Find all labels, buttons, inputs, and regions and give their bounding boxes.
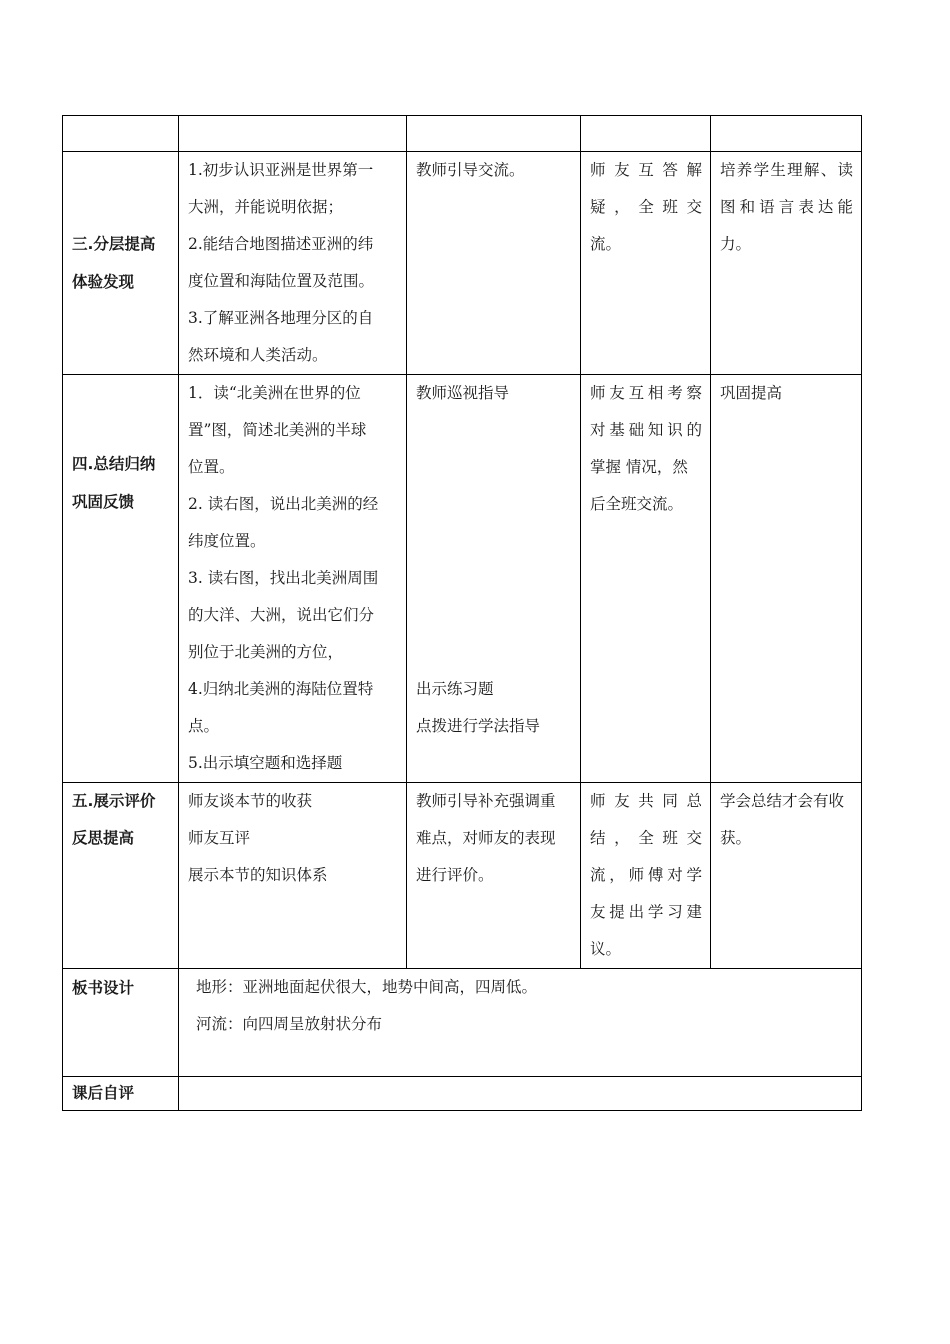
stage-cell <box>63 375 179 783</box>
student-line: 对基础知识的 <box>590 421 702 439</box>
student-line: 后全班交流。 <box>590 495 684 513</box>
header-cell <box>63 116 179 152</box>
content-line: 师友谈本节的收获 <box>188 792 313 810</box>
content-line: 度位置和海陆位置及范围。 <box>188 272 375 290</box>
content-line: 师友互评 <box>188 829 251 847</box>
intent-cell <box>711 783 862 969</box>
content-line: 3. 读右图，找出北美洲周围 <box>188 569 379 587</box>
content-line: 1.初步认识亚洲是世界第一 <box>188 161 374 179</box>
reflection-label: 课后自评 <box>72 1084 135 1102</box>
teacher-line: 教师引导补充强调重 <box>416 792 556 810</box>
board-label-cell <box>63 969 179 1077</box>
reflection-label-cell <box>63 1077 179 1111</box>
teacher-cell <box>407 375 581 783</box>
board-label: 板书设计 <box>72 979 135 997</box>
content-line: 大洲，并能说明依据； <box>188 198 344 216</box>
student-line: 结，全班交 <box>590 829 702 847</box>
student-line: 疑，全班交 <box>590 198 702 216</box>
intent-line: 图和语言表达能 <box>720 198 853 216</box>
content-line: 的大洋、大洲，说出它们分 <box>188 606 375 624</box>
content-line: 纬度位置。 <box>188 532 266 550</box>
teacher-line: 难点，对师友的表现 <box>416 829 556 847</box>
lesson-plan-table <box>62 115 862 1111</box>
student-line: 师友共同总 <box>590 792 702 810</box>
header-cell <box>179 116 407 152</box>
content-line: 置”图，简述北美洲的半球 <box>188 421 367 439</box>
teacher-line: 进行评价。 <box>416 866 494 884</box>
stage-line: 反思提高 <box>72 829 135 847</box>
intent-cell <box>711 152 862 375</box>
stage-cell <box>63 783 179 969</box>
reflection-row <box>63 1077 862 1111</box>
student-line: 友提出学习建 <box>590 903 702 921</box>
intent-line: 巩固提高 <box>720 384 783 402</box>
header-cell <box>407 116 581 152</box>
reflection-value-cell <box>179 1077 862 1111</box>
student-line: 议。 <box>590 940 622 958</box>
teacher-cell <box>407 783 581 969</box>
content-line: 1．读“北美洲在世界的位 <box>188 384 361 402</box>
content-line: 位置。 <box>188 458 235 476</box>
content-line: 5.出示填空题和选择题 <box>188 754 343 772</box>
stage-line: 体验发现 <box>72 273 135 291</box>
teacher-line: 点拨进行学法指导 <box>416 717 541 735</box>
content-line: 4.归纳北美洲的海陆位置特 <box>188 680 374 698</box>
intent-line: 力。 <box>720 235 752 253</box>
student-line: 掌握 情况，然 <box>590 458 688 476</box>
teacher-line: 教师巡视指导 <box>416 384 510 402</box>
stage-line: 五.展示评价 <box>72 792 156 810</box>
stage-line: 巩固反馈 <box>72 493 135 511</box>
intent-line: 获。 <box>720 829 752 847</box>
student-line: 流。 <box>590 235 622 253</box>
content-line: 2. 读右图，说出北美洲的经 <box>188 495 379 513</box>
student-line: 流，师傅对学 <box>590 866 702 884</box>
header-row <box>63 116 862 152</box>
intent-line: 学会总结才会有收 <box>720 792 845 810</box>
content-line: 别位于北美洲的方位， <box>188 643 344 661</box>
student-cell <box>581 783 711 969</box>
intent-cell <box>711 375 862 783</box>
stage-line: 三.分层提高 <box>72 235 156 253</box>
table-row <box>63 375 862 783</box>
teacher-line: 教师引导交流。 <box>416 161 525 179</box>
content-line: 3.了解亚洲各地理分区的自 <box>188 309 374 327</box>
content-line: 然环境和人类活动。 <box>188 346 328 364</box>
student-line: 师友互相考察 <box>590 384 702 402</box>
board-line: 地形：亚洲地面起伏很大，地势中间高，四周低。 <box>196 978 538 996</box>
content-line: 2.能结合地图描述亚洲的纬 <box>188 235 374 253</box>
stage-cell <box>63 152 179 375</box>
header-cell <box>711 116 862 152</box>
table-row <box>63 783 862 969</box>
student-cell <box>581 375 711 783</box>
table-row <box>63 152 862 375</box>
student-line: 师友互答解 <box>590 161 702 179</box>
board-content-cell <box>179 969 862 1077</box>
content-line: 点。 <box>188 717 220 735</box>
content-cell <box>179 783 407 969</box>
student-cell <box>581 152 711 375</box>
content-line: 展示本节的知识体系 <box>188 866 328 884</box>
intent-line: 培养学生理解、读 <box>720 161 853 179</box>
board-line: 河流：向四周呈放射状分布 <box>196 1015 383 1033</box>
content-cell <box>179 375 407 783</box>
content-cell <box>179 152 407 375</box>
teacher-cell <box>407 152 581 375</box>
teacher-line: 出示练习题 <box>416 680 494 698</box>
teacher-spacer <box>416 412 572 671</box>
board-row <box>63 969 862 1077</box>
stage-line: 四.总结归纳 <box>72 455 156 473</box>
header-cell <box>581 116 711 152</box>
